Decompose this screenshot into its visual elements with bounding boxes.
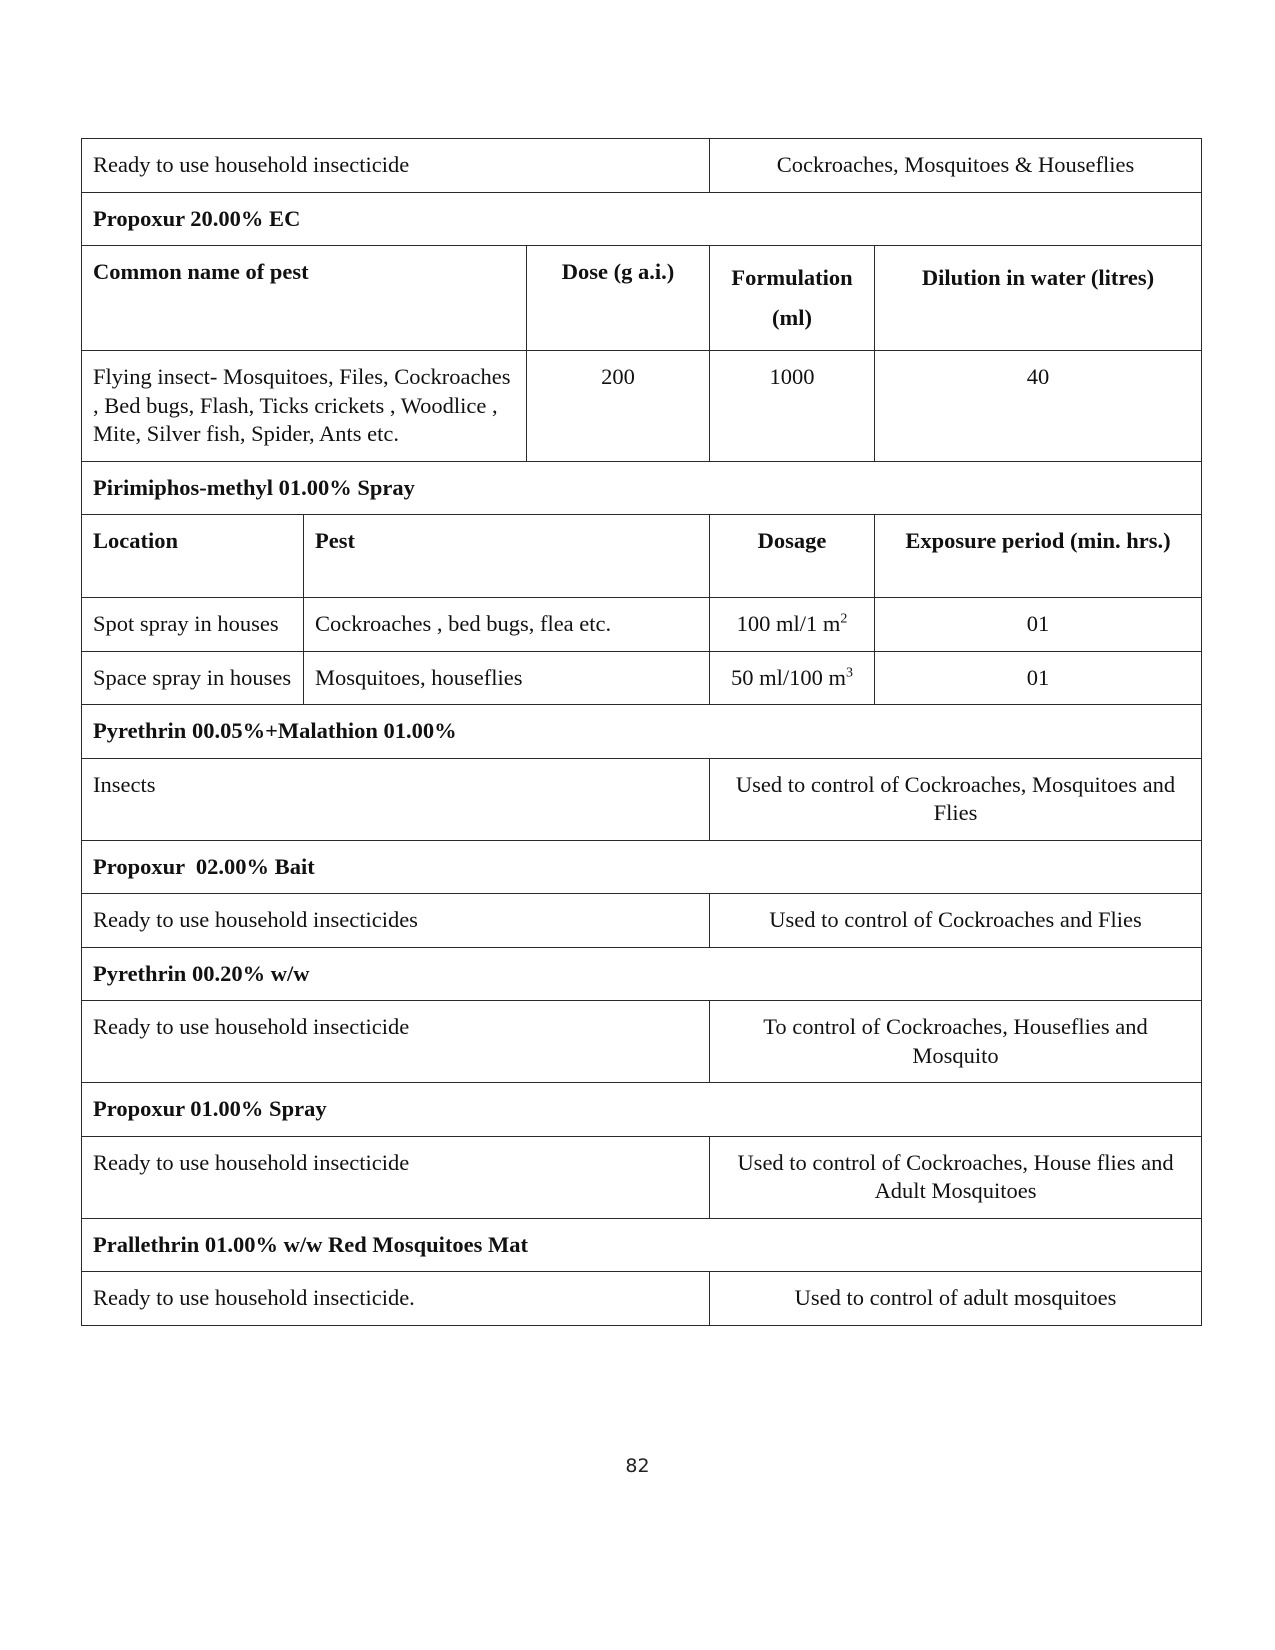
table-row [82,139,1202,193]
header-location: Location [82,515,304,598]
section-title: Pirimiphos-methyl 01.00% Spray [82,461,1202,515]
section-title: Propoxur 01.00% Spray [82,1083,1202,1137]
header-dilution: Dilution in water (litres) [875,246,1202,351]
table-row [82,351,1202,462]
section-title: Propoxur 20.00% EC [82,192,1202,246]
cell-location: Space spray in houses [82,651,304,705]
header-pest: Pest [304,515,710,598]
header-common-name: Common name of pest [82,246,527,351]
table-row [82,1001,1202,1083]
row-description: Used to control of adult mosquitoes [710,1272,1202,1326]
section-heading-row [82,705,1202,759]
cell-formulation: 1000 [710,351,875,462]
header-dose: Dose (g a.i.) [527,246,710,351]
section-heading-row [82,192,1202,246]
table-row [82,758,1202,840]
cell-dosage: 50 ml/100 $m^3$ [710,651,875,705]
row-description: Used to control of Cockroaches and Flies [710,894,1202,948]
row-label: Ready to use household insecticides [82,894,710,948]
section-heading-row [82,947,1202,1001]
column-header-row [82,515,1202,598]
cell-location: Spot spray in houses [82,598,304,652]
section-heading-row [82,461,1202,515]
cell-pest: Mosquitoes, houseflies [304,651,710,705]
cell-dilution: 40 [875,351,1202,462]
column-header-row [82,246,1202,351]
row-description: Used to control of Cockroaches, House flies and Adult Mosquitoes [710,1136,1202,1218]
section-heading-row [82,1218,1202,1272]
row-label: Ready to use household insecticide [82,139,710,193]
cell-exposure: 01 [875,598,1202,652]
cell-pest: Cockroaches , bed bugs, flea etc. [304,598,710,652]
table-row [82,894,1202,948]
section-title: Propoxur 02.00% Bait [82,840,1202,894]
section-heading-row [82,840,1202,894]
page-number: 82 [625,1455,650,1477]
row-label: Ready to use household insecticide [82,1001,710,1083]
cell-exposure: 01 [875,651,1202,705]
row-label: Ready to use household insecticide. [82,1272,710,1326]
row-label: Insects [82,758,710,840]
cell-dose: 200 [527,351,710,462]
row-description: Cockroaches, Mosquitoes & Houseflies [710,139,1202,193]
section-title: Prallethrin 01.00% w/w Red Mosquitoes Mat [82,1218,1202,1272]
row-label: Ready to use household insecticide [82,1136,710,1218]
table-row [82,1272,1202,1326]
row-description: Used to control of Cockroaches, Mosquitoes and Flies [710,758,1202,840]
section-title: Pyrethrin 00.20% w/w [82,947,1202,1001]
table-row [82,598,1202,652]
cell-dosage: 100 ml/1 $m^2$ [710,598,875,652]
cell-pest: Flying insect- Mosquitoes, Files, Cockroaches , Bed bugs, Flash, Ticks crickets , Woodlice , Mite, Silver fish, Spider, Ants etc. [82,351,527,462]
insecticide-table [81,138,1202,1326]
table-row [82,651,1202,705]
row-description: To control of Cockroaches, Houseflies and Mosquito [710,1001,1202,1083]
header-dosage: Dosage [710,515,875,598]
table-row [82,1136,1202,1218]
header-exposure: Exposure period (min. hrs.) [875,515,1202,598]
section-heading-row [82,1083,1202,1137]
section-title: Pyrethrin 00.05%+Malathion 01.00% [82,705,1202,759]
header-formulation: Formulation (ml) [710,246,875,351]
